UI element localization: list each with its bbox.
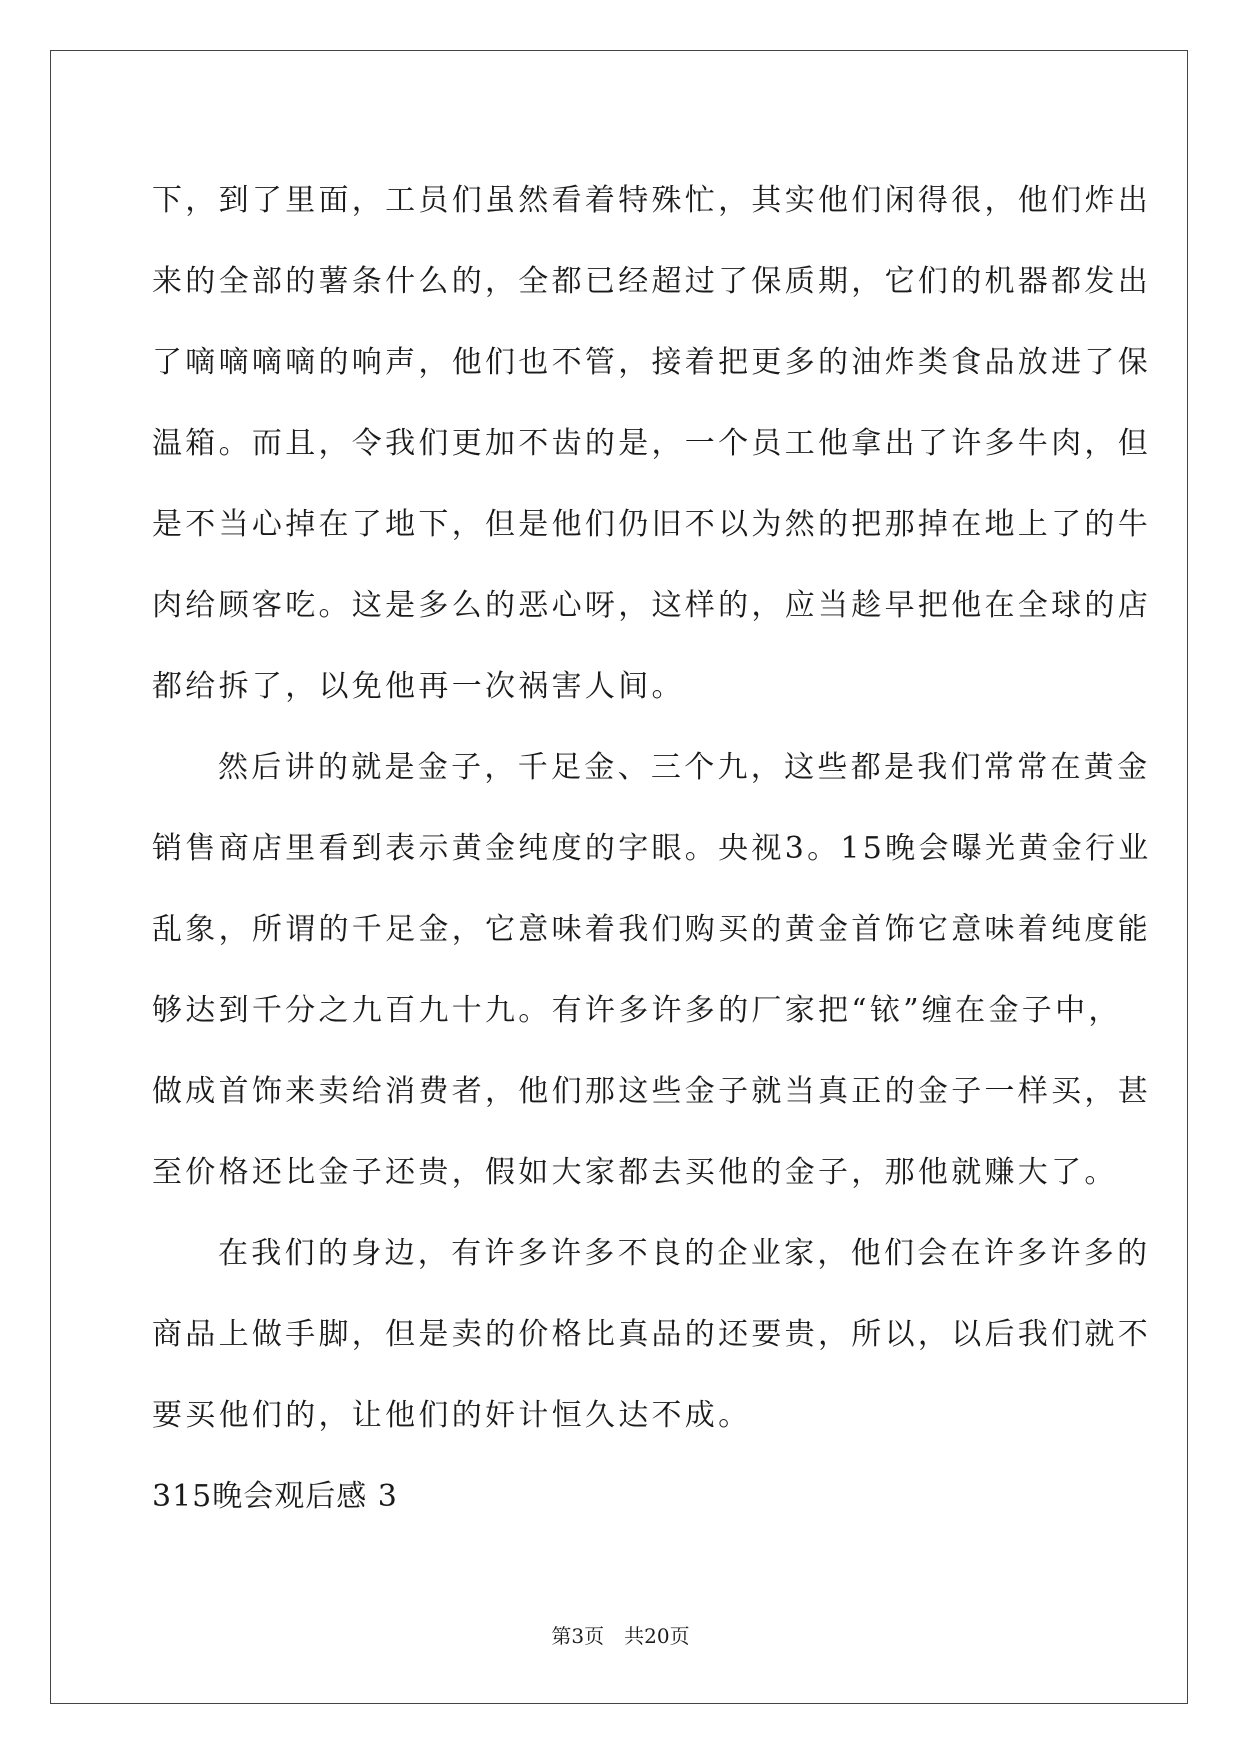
paragraph-line: 商品上做手脚，但是卖的价格比真品的还要贵，所以，以后我们就不 bbox=[152, 1317, 1151, 1352]
page-number-footer: 第3页 共20页 bbox=[551, 1624, 690, 1648]
paragraph-line: 销售商店里看到表示黄金纯度的字眼。央视3。15晚会曝光黄金行业 bbox=[152, 831, 1152, 866]
paragraph-line: 至价格还比金子还贵，假如大家都去买他的金子，那他就赚大了。 bbox=[152, 1155, 1118, 1190]
paragraph-line: 下，到了里面，工员们虽然看着特殊忙，其实他们闲得很，他们炸出 bbox=[152, 183, 1151, 218]
paragraph-line: 肉给顾客吃。这是多么的恶心呀，这样的，应当趁早把他在全球的店 bbox=[152, 588, 1151, 623]
document-body bbox=[152, 160, 1152, 1537]
section-heading: 315晚会观后感 3 bbox=[152, 1479, 398, 1514]
paragraph-line: 在我们的身边，有许多许多不良的企业家，他们会在许多许多的 bbox=[218, 1236, 1151, 1271]
paragraph-line: 做成首饰来卖给消费者，他们那这些金子就当真正的金子一样买，甚 bbox=[152, 1074, 1151, 1109]
paragraph-line: 了嘀嘀嘀嘀的响声，他们也不管，接着把更多的油炸类食品放进了保 bbox=[152, 345, 1151, 380]
paragraph-line: 温箱。而且，令我们更加不齿的是，一个员工他拿出了许多牛肉，但 bbox=[152, 426, 1151, 461]
paragraph-line: 来的全部的薯条什么的，全都已经超过了保质期，它们的机器都发出 bbox=[152, 264, 1151, 299]
paragraph-line: 都给拆了，以免他再一次祸害人间。 bbox=[152, 669, 685, 704]
paragraph-line: 要买他们的，让他们的奸计恒久达不成。 bbox=[152, 1398, 752, 1433]
paragraph-line: 然后讲的就是金子，千足金、三个九，这些都是我们常常在黄金 bbox=[218, 750, 1151, 785]
paragraph-line: 是不当心掉在了地下，但是他们仍旧不以为然的把那掉在地上了的牛 bbox=[152, 507, 1151, 542]
paragraph-line: 够达到千分之九百九十九。有许多许多的厂家把“铱”缠在金子中， bbox=[152, 993, 1122, 1028]
paragraph-line: 乱象，所谓的千足金，它意味着我们购买的黄金首饰它意味着纯度能 bbox=[152, 912, 1151, 947]
